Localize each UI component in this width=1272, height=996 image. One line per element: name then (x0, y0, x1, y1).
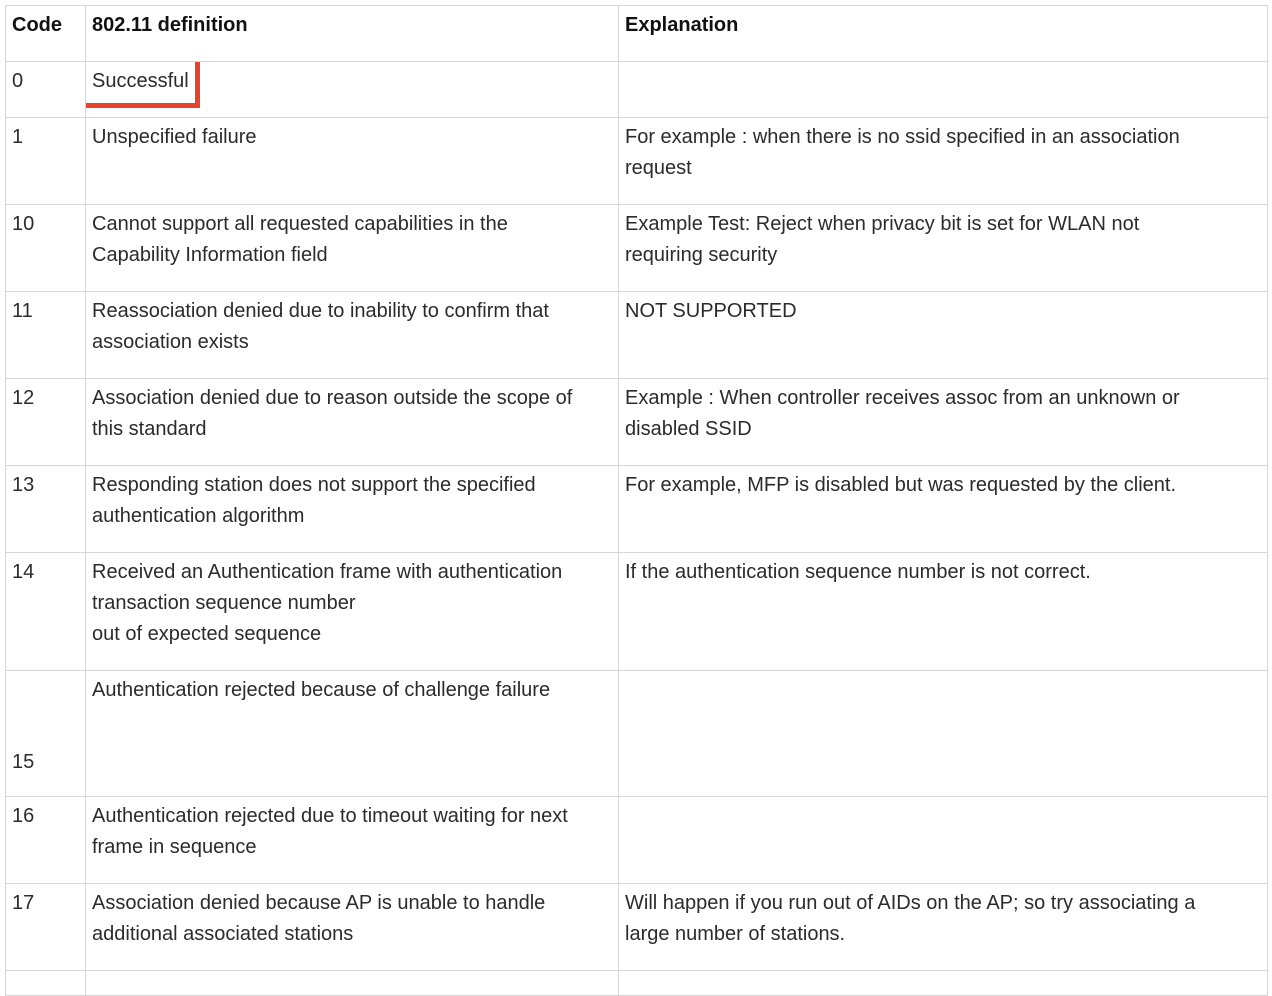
definition-line: Unspecified failure (92, 126, 257, 148)
definition-cell (86, 62, 619, 118)
explanation-cell (619, 884, 1268, 971)
explanation-line: Example : When controller receives assoc from an unknown or (625, 387, 1180, 409)
code-cell: 15 (6, 671, 86, 797)
definition-line: transaction sequence number (92, 592, 356, 614)
explanation-cell (619, 671, 1268, 797)
definition-line: Association denied due to reason outside the scope of (92, 387, 573, 409)
explanation-line: Example Test: Reject when privacy bit is set for WLAN not (625, 213, 1140, 235)
code-cell (6, 971, 86, 996)
explanation-line: Will happen if you run out of AIDs on the AP; so try associating a (625, 892, 1196, 914)
explanation-line: request (625, 157, 692, 179)
definition-cell (86, 797, 619, 884)
definition-line: Association denied because AP is unable to handle (92, 892, 546, 914)
code-cell: 1 (6, 118, 86, 205)
definition-cell (86, 671, 619, 797)
explanation-cell (619, 553, 1268, 671)
definition-line: Authentication rejected due to timeout waiting for next (92, 805, 568, 827)
definition-line: association exists (92, 331, 249, 353)
table-row (6, 466, 1268, 553)
explanation-line: If the authentication sequence number is not correct. (625, 561, 1091, 583)
definition-line: this standard (92, 418, 207, 440)
explanation-line: NOT SUPPORTED (625, 300, 797, 322)
status-code-table (5, 5, 1268, 996)
code-cell: 17 (6, 884, 86, 971)
explanation-cell (619, 118, 1268, 205)
explanation-cell (619, 971, 1268, 996)
code-cell: 10 (6, 205, 86, 292)
table-row (6, 62, 1268, 118)
definition-cell (86, 553, 619, 671)
definition-line: additional associated stations (92, 923, 354, 945)
explanation-line: For example, MFP is disabled but was requested by the client. (625, 474, 1177, 496)
table-row (6, 797, 1268, 884)
explanation-cell (619, 62, 1268, 118)
table-row (6, 292, 1268, 379)
highlight-box (92, 66, 189, 97)
definition-line: authentication algorithm (92, 505, 305, 527)
definition-cell (86, 379, 619, 466)
code-cell: 14 (6, 553, 86, 671)
explanation-cell (619, 292, 1268, 379)
table-row (6, 671, 1268, 797)
definition-cell (86, 205, 619, 292)
definition-line: Cannot support all requested capabilities in the (92, 213, 508, 235)
table-row (6, 118, 1268, 205)
definition-line: Reassociation denied due to inability to confirm that (92, 300, 549, 322)
explanation-line: disabled SSID (625, 418, 752, 440)
code-cell: 0 (6, 62, 86, 118)
table-row (6, 379, 1268, 466)
table-header-row (6, 6, 1268, 62)
definition-cell (86, 884, 619, 971)
definition-line: Successful (92, 70, 189, 92)
code-cell: 12 (6, 379, 86, 466)
table-row (6, 971, 1268, 996)
explanation-cell (619, 379, 1268, 466)
explanation-cell (619, 797, 1268, 884)
header-code: Code (6, 6, 86, 62)
definition-line: Authentication rejected because of challenge failure (92, 679, 551, 701)
explanation-line: requiring security (625, 244, 778, 266)
definition-line: Capability Information field (92, 244, 328, 266)
definition-cell (86, 466, 619, 553)
definition-line: out of expected sequence (92, 623, 322, 645)
definition-line: Received an Authentication frame with authentication (92, 561, 563, 583)
definition-cell (86, 971, 619, 996)
table-row (6, 884, 1268, 971)
definition-cell (86, 292, 619, 379)
header-definition: 802.11 definition (86, 6, 619, 62)
definition-line: frame in sequence (92, 836, 257, 858)
explanation-cell (619, 205, 1268, 292)
code-cell: 13 (6, 466, 86, 553)
explanation-cell (619, 466, 1268, 553)
definition-line: Responding station does not support the specified (92, 474, 536, 496)
definition-cell (86, 118, 619, 205)
code-cell: 16 (6, 797, 86, 884)
explanation-line: For example : when there is no ssid specified in an association (625, 126, 1180, 148)
explanation-line: large number of stations. (625, 923, 846, 945)
header-explanation: Explanation (619, 6, 1268, 62)
table-row (6, 205, 1268, 292)
code-cell: 11 (6, 292, 86, 379)
table-row (6, 553, 1268, 671)
